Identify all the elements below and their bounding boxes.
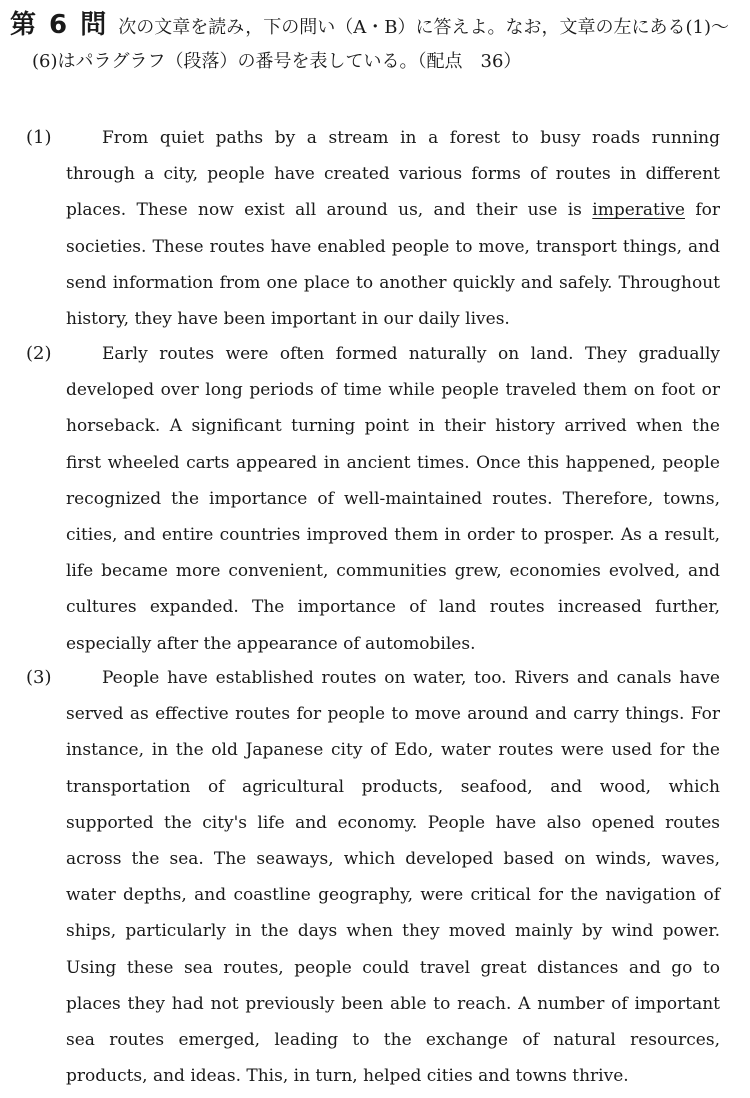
paragraph-number: (1) (26, 127, 52, 148)
text-segment: From quiet paths by a stream in a forest to busy roads running through a city, people have created various forms of routes in different places. These now exist all around us, and their use is (66, 128, 720, 221)
underlined-word: imperative (592, 200, 685, 221)
paragraph-text: Early routes were often formed naturally on land. They gradually developed over long periods of time while people traveled them on foot or horseback. A significant turning point in their history arrived when the first wheeled carts appeared in ancient times. Once this happened, people recognized the importance of well-maintained routes. Therefore, towns, cities, and entire countries improved them in order to prosper. As a result, life became more convenient, communities grew, economies evolved, and cultures expanded. The importance of land routes increased further, especially after the appearance of automobiles. (66, 344, 720, 654)
instruction-line-2: (6)はパラグラフ（段落）の番号を表している。（配点 36） (32, 51, 522, 72)
question-number: 第 6 問 (10, 10, 109, 40)
paragraph-number: (2) (26, 343, 52, 364)
paragraph-text (66, 120, 720, 337)
paragraph-number: (3) (26, 667, 52, 688)
question-header (10, 8, 740, 79)
paragraph-text: People have established routes on water, too. Rivers and canals have served as effective routes for people to move around and carry things. For instance, in the old Japanese city of Edo, water routes were used for the transportation of agricultural products, seafood, and wood, which supported the city's life and economy. People have also opened routes across the sea. The seaways, which developed based on winds, waves, water depths, and coastline geography, were critical for the navigation of ships, particularly in the days when they moved mainly by wind power. Using these sea routes, people could travel great distances and go to places they had not previously been able to reach. A number of important sea routes emerged, leading to the exchange of natural resources, products, and ideas. This, in turn, helped cities and towns thrive. (66, 668, 720, 1087)
text-segment: for societies. These routes have enabled people to move, transport things, and send information from one place to another quickly and safely. Throughout history, they have been important in our daily lives. (66, 200, 720, 330)
instruction-line-1: 次の文章を読み，下の問い（A・B）に答えよ。なお，文章の左にある(1)〜 (118, 17, 730, 38)
